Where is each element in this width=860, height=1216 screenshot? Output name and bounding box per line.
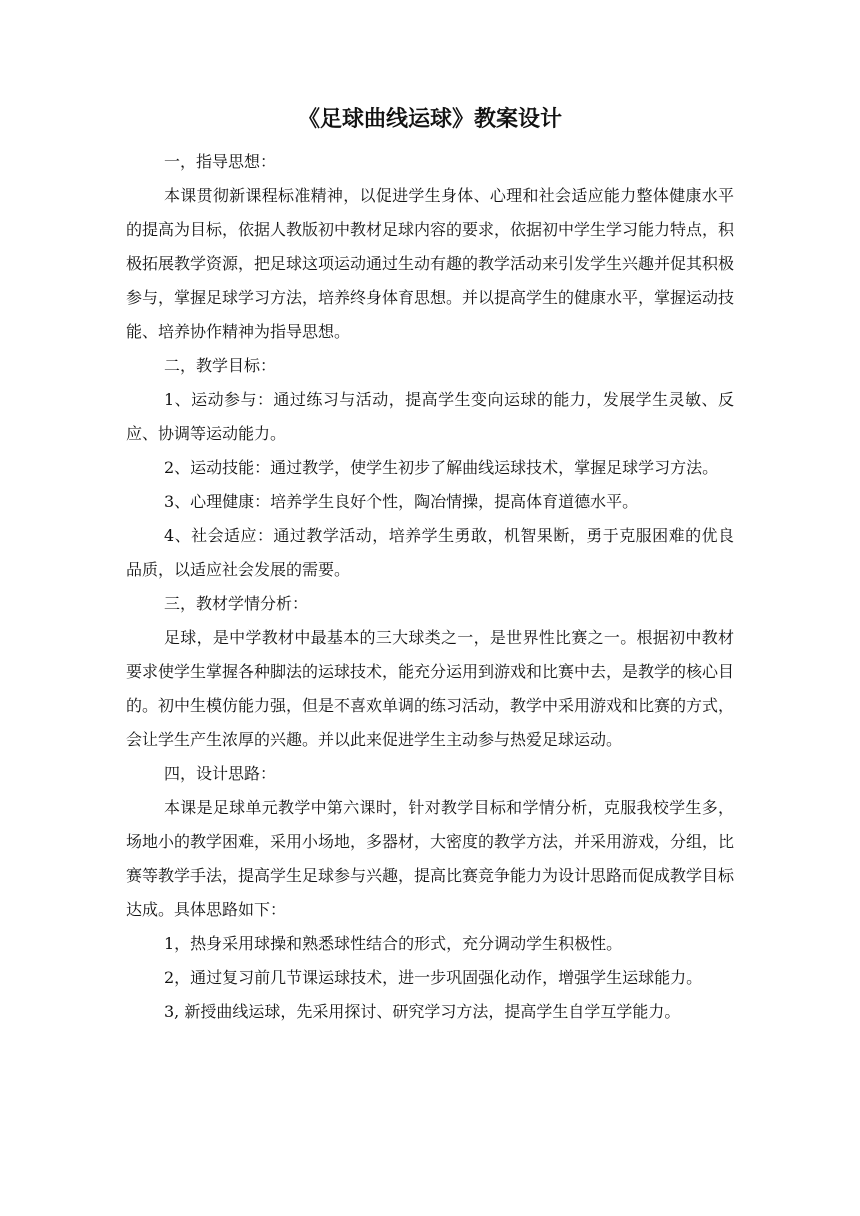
document-body [126,145,734,1029]
section-heading-analysis: 三，教材学情分析： [164,594,309,613]
goal-item-skills: 2、运动技能：通过教学，使学生初步了解曲线运球技术，掌握足球学习方法。 [164,458,719,477]
design-step-3: 3, 新授曲线运球，先采用探讨、研究学习方法，提高学生自学互学能力。 [164,1002,681,1021]
section-heading-teaching-goals: 二，教学目标： [164,356,277,375]
goal-item-participation: 1、运动参与：通过练习与活动，提高学生变向运球的能力，发展学生灵敏、反应、协调等运动能力。 [126,390,734,443]
design-step-1: 1，热身采用球操和熟悉球性结合的形式，充分调动学生积极性。 [164,934,623,953]
paragraph-analysis: 足球，是中学教材中最基本的三大球类之一，是世界性比赛之一。根据初中教材要求使学生掌握各种脚法的运球技术，能充分运用到游戏和比赛中去，是教学的核心目的。初中生模仿能力强，但是不喜欢单调的练习活动，教学中采用游戏和比赛的方式，会让学生产生浓厚的兴趣。并以此来促进学生主动参与热爱足球运动。 [126,628,735,749]
goal-item-mental-health: 3、心理健康：培养学生良好个性，陶冶情操，提高体育道德水平。 [164,492,639,511]
paragraph-guiding-thought: 本课贯彻新课程标准精神，以促进学生身体、心理和社会适应能力整体健康水平的提高为目标，依据人教版初中教材足球内容的要求，依据初中学生学习能力特点，积极拓展教学资源，把足球这项运动通过生动有趣的教学活动来引发学生兴趣并促其积极参与，掌握足球学习方法，培养终身体育思想。并以提高学生的健康水平，掌握运动技能、培养协作精神为指导思想。 [126,186,735,341]
document-title: 《足球曲线运球》教案设计 [297,107,562,132]
goal-item-social-adaptation: 4、社会适应：通过教学活动，培养学生勇敢，机智果断，勇于克服困难的优良品质，以适应社会发展的需要。 [126,526,734,579]
section-heading-design: 四，设计思路： [164,764,277,783]
design-step-2: 2，通过复习前几节课运球技术，进一步巩固强化动作，增强学生运球能力。 [164,968,703,987]
section-heading-guiding-thought: 一，指导思想： [164,152,277,171]
paragraph-design: 本课是足球单元教学中第六课时，针对教学目标和学情分析，克服我校学生多，场地小的教学困难，采用小场地，多器材，大密度的教学方法，并采用游戏，分组，比赛等教学手法，提高学生足球参与兴趣，提高比赛竞争能力为设计思路而促成教学目标达成。具体思路如下： [126,798,735,919]
